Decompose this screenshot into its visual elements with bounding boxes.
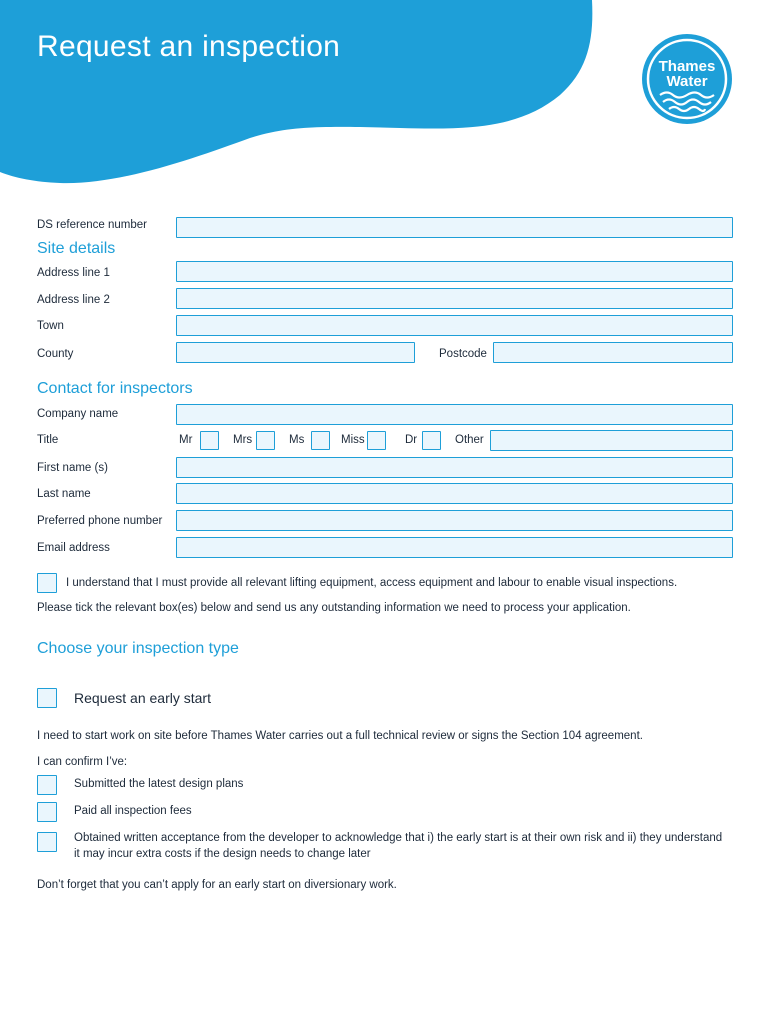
early-start-description: I need to start work on site before Thames Water carries out a full technical review or signs the Section 104 agreement. [37, 730, 643, 742]
first-name-label: First name (s) [37, 462, 108, 474]
written-acceptance-checkbox[interactable] [37, 832, 57, 852]
title-option-ms-label: Ms [289, 434, 305, 446]
design-plans-checkbox[interactable] [37, 775, 57, 795]
postcode-label: Postcode [439, 348, 487, 360]
ds-reference-input[interactable] [176, 217, 733, 238]
written-acceptance-label: Obtained written acceptance from the developer to acknowledge that i) the early start is at their own risk and ii) they understand it may incur extra costs if the design needs to change later [74, 832, 723, 860]
diversionary-footnote: Don’t forget that you can’t apply for an early start on diversionary work. [37, 879, 397, 891]
title-dr-checkbox[interactable] [422, 431, 441, 450]
logo-text-line1: Thames [658, 58, 716, 75]
inspection-fees-checkbox[interactable] [37, 802, 57, 822]
county-label: County [37, 348, 74, 360]
address-line-1-label: Address line 1 [37, 267, 110, 279]
site-details-heading: Site details [37, 240, 116, 257]
confirm-intro: I can confirm I’ve: [37, 756, 128, 768]
email-label: Email address [37, 542, 110, 554]
title-miss-checkbox[interactable] [367, 431, 386, 450]
phone-label: Preferred phone number [37, 515, 163, 527]
header-wave-background [0, 0, 600, 185]
title-mr-checkbox[interactable] [200, 431, 219, 450]
county-input[interactable] [176, 342, 415, 363]
title-other-input[interactable] [490, 430, 733, 451]
address-line-1-input[interactable] [176, 261, 733, 282]
title-option-mrs-label: Mrs [233, 434, 253, 446]
phone-input[interactable] [176, 510, 733, 531]
design-plans-label: Submitted the latest design plans [74, 778, 244, 790]
logo-text-line2: Water [666, 73, 708, 90]
company-name-input[interactable] [176, 404, 733, 425]
inspection-type-heading: Choose your inspection type [37, 640, 239, 657]
contact-heading: Contact for inspectors [37, 380, 193, 397]
title-option-other-label: Other [455, 434, 484, 446]
inspection-fees-label: Paid all inspection fees [74, 805, 192, 817]
early-start-label: Request an early start [74, 690, 211, 706]
company-name-label: Company name [37, 408, 119, 420]
title-option-miss-label: Miss [341, 434, 365, 446]
town-input[interactable] [176, 315, 733, 336]
town-label: Town [37, 320, 64, 332]
email-input[interactable] [176, 537, 733, 558]
acknowledgement-checkbox[interactable] [37, 573, 57, 593]
instruction-text: Please tick the relevant box(es) below and send us any outstanding information we need to process your application. [37, 602, 631, 614]
page-title: Request an inspection [37, 30, 341, 63]
title-mrs-checkbox[interactable] [256, 431, 275, 450]
last-name-label: Last name [37, 488, 91, 500]
first-name-input[interactable] [176, 457, 733, 478]
last-name-input[interactable] [176, 483, 733, 504]
title-ms-checkbox[interactable] [311, 431, 330, 450]
ds-reference-label: DS reference number [37, 219, 147, 231]
title-option-mr-label: Mr [179, 434, 193, 446]
title-label: Title [37, 434, 59, 446]
early-start-checkbox[interactable] [37, 688, 57, 708]
address-line-2-input[interactable] [176, 288, 733, 309]
acknowledgement-text: I understand that I must provide all relevant lifting equipment, access equipment and labour to enable visual inspections. [66, 577, 678, 589]
thames-water-logo [640, 32, 734, 126]
postcode-input[interactable] [493, 342, 733, 363]
address-line-2-label: Address line 2 [37, 294, 110, 306]
title-option-dr-label: Dr [405, 434, 418, 446]
